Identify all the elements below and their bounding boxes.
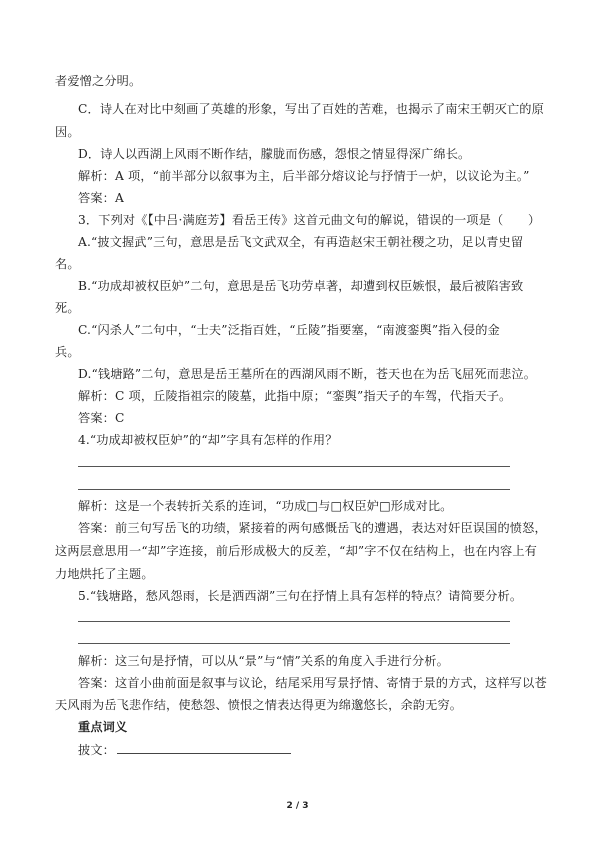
analysis-text: 解析：A 项，“前半部分以叙事为主，后半部分熔议论与抒情于一炉，以议论为主。”: [78, 169, 530, 183]
text-line: 兵。: [55, 345, 80, 359]
question-4-text: 4.“功成却被权臣妒”的“却”字具有怎样的作用？: [78, 433, 338, 447]
text-line: 者爱憎之分明。: [55, 74, 142, 88]
option-d-text: D．诗人以西湖上风雨不断作结，朦胧而伤感，怨恨之情显得深广绵长。: [78, 147, 471, 161]
analysis-text: 解析：这是一个表转折关系的连词，“功成□与□权臣妒□形成对比。: [78, 499, 453, 513]
analysis-text: 解析：C 项，丘陵指祖宗的陵墓，此指中原；“銮舆”指天子的车驾，代指天子。: [78, 389, 512, 403]
vocab-label: 披文：: [78, 743, 116, 757]
analysis-text: 解析：这三句是抒情，可以从“景”与“情”关系的角度入手进行分析。: [78, 654, 449, 668]
text-line: 天风雨为岳飞悲作结，使愁怨、愤恨之情表达得更为绵邈悠长，余韵无穷。: [55, 698, 463, 712]
option-a-text: A.“披文握武”三句，意思是岳飞文武双全，有再造赵宋王朝社稷之功，足以青史留: [78, 235, 524, 249]
answer-text: 答案：前三句写岳飞的功绩，紧接着的两句感慨岳飞的遭遇，表达对奸臣误国的愤怒，: [78, 521, 547, 535]
answer-text: 答案：A: [78, 191, 124, 205]
fill-blank[interactable]: [117, 741, 291, 754]
text-line: 这两层意思用一“却”字连接，前后形成极大的反差，“却”字不仅在结构上，也在内容上有: [55, 544, 538, 558]
option-d-text: D.“钱塘路”二句，意思是岳王墓所在的西湖风雨不断，苍天也在为岳飞屈死而悲泣。: [78, 367, 537, 381]
option-c-text: C.“闪杀人”二句中，“士夫”泛指百姓，“丘陵”指要塞，“南渡銮舆”指入侵的金: [78, 323, 500, 337]
question-5-text: 5.“钱塘路，愁风怨雨，长是洒西湖”三句在抒情上具有怎样的特点？请简要分析。: [78, 589, 523, 603]
answer-line: [78, 643, 510, 644]
vocab-item: [78, 741, 291, 758]
question-3-text: 3．下列对《【中吕·满庭芳】看岳王传》这首元曲文句的解说，错误的一项是（ ）: [78, 213, 541, 227]
text-line: 力地烘托了主题。: [55, 567, 154, 581]
answer-text: 答案：C: [78, 411, 125, 425]
answer-text: 答案：这首小曲前面是叙事与议论，结尾采用写景抒情、寄情于景的方式，这样写以苍: [78, 676, 547, 690]
answer-line: [78, 489, 510, 490]
text-line: 因。: [55, 125, 80, 139]
text-line: 死。: [55, 301, 80, 315]
text-line: 名。: [55, 257, 80, 271]
page-number: 2 / 3: [286, 801, 309, 811]
answer-line: [78, 466, 510, 467]
answer-line: [78, 621, 510, 622]
section-heading: 重点词义: [78, 720, 128, 734]
option-c-text: C．诗人在对比中刻画了英雄的形象，写出了百姓的苦难，也揭示了南宋王朝灭亡的原: [78, 102, 544, 116]
option-b-text: B.“功成却被权臣妒”二句，意思是岳飞功劳卓著，却遭到权臣嫉恨，最后被陷害致: [78, 279, 524, 293]
